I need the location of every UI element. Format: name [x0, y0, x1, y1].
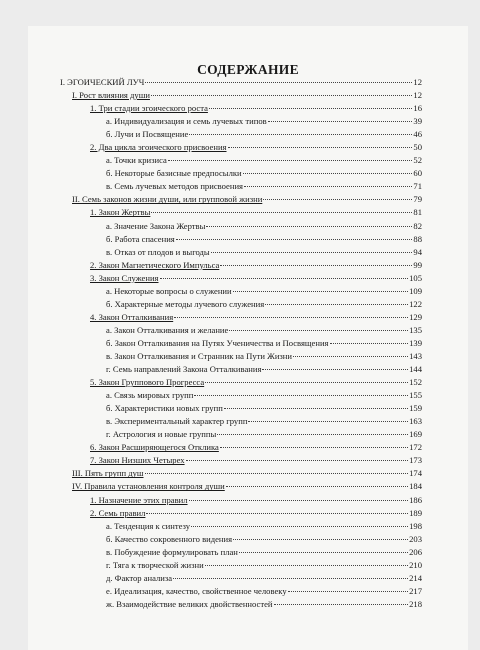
toc-entry[interactable] [60, 572, 422, 585]
toc-entry-label: 1. Три стадии эгоического роста [90, 103, 208, 114]
toc-entry[interactable] [60, 272, 422, 285]
toc-page-number: 169 [409, 429, 422, 440]
toc-page-number: 139 [409, 337, 422, 348]
dot-leader [145, 82, 412, 83]
toc-page-number: 186 [409, 494, 422, 505]
toc-entry[interactable] [60, 233, 422, 246]
toc-entry[interactable] [60, 441, 422, 454]
toc-entry[interactable] [60, 206, 422, 219]
toc-entry-label: 7. Закон Низших Четырех [90, 455, 185, 466]
toc-page-number: 198 [409, 520, 422, 531]
toc-page-number: 81 [413, 207, 422, 218]
toc-entry-label: б. Характеристики новых групп [106, 403, 223, 414]
dot-leader [211, 252, 413, 253]
toc-page-number: 159 [409, 403, 422, 414]
dot-leader [189, 134, 412, 135]
page-title: СОДЕРЖАНИЕ [197, 62, 299, 77]
toc-page-number: 206 [409, 546, 422, 557]
toc-entry[interactable] [60, 389, 422, 402]
toc-page-number: 129 [409, 311, 422, 322]
toc-page-number: 189 [409, 507, 422, 518]
toc-page-number: 122 [409, 298, 422, 309]
toc-entry-label: IV. Правила установления контроля души [72, 481, 225, 492]
toc-entry[interactable] [60, 533, 422, 546]
toc-entry[interactable] [60, 480, 422, 493]
dot-leader [174, 317, 408, 318]
dot-leader [229, 330, 408, 331]
toc-entry-label: а. Связь мировых групп [106, 390, 194, 401]
toc-entry[interactable] [60, 285, 422, 298]
toc-entry[interactable] [60, 102, 422, 115]
toc-page-number: 203 [409, 533, 422, 544]
toc-entry[interactable] [60, 154, 422, 167]
dot-leader [151, 95, 412, 96]
toc-page-number: 210 [409, 559, 422, 570]
dot-leader [191, 526, 408, 527]
toc-page-number: 50 [413, 142, 422, 153]
toc-entry-label: I. ЭГОИЧЕСКИЙ ЛУЧ [60, 77, 145, 87]
toc-entry[interactable] [60, 324, 422, 337]
dot-leader [168, 160, 413, 161]
toc-entry[interactable] [60, 115, 422, 128]
dot-leader [160, 278, 409, 279]
toc-entry[interactable] [60, 167, 422, 180]
dot-leader [233, 291, 408, 292]
toc-entry-label: II. Семь законов жизни души, или групповой жизни [72, 194, 263, 205]
toc-entry-label: в. Семь лучевых методов присвоения [106, 181, 244, 192]
toc-entry[interactable] [60, 128, 422, 141]
dot-leader [186, 460, 409, 461]
toc-entry-label: 1. Закон Жертвы [90, 207, 151, 218]
toc-entry-label: б. Некоторые базисные предпосылки [106, 168, 242, 179]
toc-entry-label: 6. Закон Расширяющегося Отклика [90, 442, 219, 453]
document-page [28, 26, 468, 650]
toc-entry[interactable] [60, 454, 422, 467]
dot-leader [263, 199, 412, 200]
dot-leader [220, 265, 412, 266]
dot-leader [274, 604, 409, 605]
toc-page-number: 79 [413, 194, 422, 205]
toc-entry-label: б. Закон Отталкивания на Путях Ученичества и Посвящения [106, 337, 329, 348]
dot-leader [244, 186, 412, 187]
toc-entry-label: в. Побуждение формулировать план [106, 546, 238, 557]
toc-entry-label: 2. Семь правил [90, 507, 146, 518]
dot-leader [146, 513, 408, 514]
dot-leader [151, 212, 412, 213]
toc-entry-label: б. Лучи и Посвящение [106, 129, 189, 140]
toc-entry-label: III. Пять групп душ [72, 468, 144, 479]
toc-page-number: 172 [409, 442, 422, 453]
toc-entry-label: I. Рост влияния души [72, 90, 150, 101]
toc-page-number: 184 [409, 481, 422, 492]
toc-entry[interactable] [60, 89, 422, 102]
table-of-contents [60, 76, 422, 611]
toc-entry-label: 2. Закон Магнетического Импульса [90, 259, 220, 270]
toc-entry-label: 4. Закон Отталкивания [90, 311, 174, 322]
toc-entry-label: 3. Закон Служения [90, 272, 159, 283]
toc-entry-label: б. Качество сокровенного видения [106, 533, 233, 544]
dot-leader [176, 239, 413, 240]
dot-leader [209, 108, 412, 109]
toc-page-number: 39 [413, 116, 422, 127]
dot-leader [243, 173, 413, 174]
toc-entry-label: а. Точки кризиса [106, 155, 167, 166]
toc-entry-label: г. Семь направлений Закона Отталкивания [106, 364, 262, 375]
toc-page-number: 82 [413, 220, 422, 231]
toc-page-number: 173 [409, 455, 422, 466]
toc-entry[interactable] [60, 337, 422, 350]
toc-page-number: 174 [409, 468, 422, 479]
dot-leader [206, 226, 412, 227]
toc-page-number: 214 [409, 572, 422, 583]
dot-leader [205, 382, 408, 383]
toc-entry[interactable] [60, 520, 422, 533]
toc-entry[interactable] [60, 546, 422, 559]
toc-page-number: 109 [409, 285, 422, 296]
toc-entry-label: а. Значение Закона Жертвы [106, 220, 206, 231]
dot-leader [262, 369, 408, 370]
dot-leader [268, 121, 413, 122]
toc-entry-label: е. Идеализация, качество, свойственное человеку [106, 585, 287, 596]
toc-page-number: 71 [413, 181, 422, 192]
toc-entry-label: г. Астрология и новые группы [106, 429, 217, 440]
dot-leader [173, 578, 408, 579]
dot-leader [248, 421, 408, 422]
toc-page-number: 60 [413, 168, 422, 179]
toc-entry[interactable] [60, 467, 422, 480]
dot-leader [145, 473, 409, 474]
toc-entry[interactable] [60, 363, 422, 376]
toc-page-number: 99 [413, 259, 422, 270]
dot-leader [224, 408, 408, 409]
toc-page-number: 16 [413, 103, 422, 114]
toc-entry[interactable] [60, 585, 422, 598]
toc-entry[interactable] [60, 76, 422, 89]
toc-entry-label: б. Характерные методы лучевого служения [106, 298, 265, 309]
dot-leader [288, 591, 408, 592]
toc-entry-label: д. Фактор анализа [106, 572, 173, 583]
dot-leader [217, 434, 408, 435]
toc-page-number: 12 [413, 77, 422, 87]
toc-entry-label: а. Индивидуализация и семь лучевых типов [106, 116, 267, 127]
toc-page-number: 144 [409, 364, 422, 375]
toc-entry[interactable] [60, 415, 422, 428]
toc-entry-label: 2. Два цикла эгоического присвоения [90, 142, 227, 153]
dot-leader [194, 395, 408, 396]
toc-entry[interactable] [60, 598, 422, 611]
toc-entry-label: ж. Взаимодействие великих двойственностей [106, 598, 273, 609]
dot-leader [205, 565, 408, 566]
dot-leader [265, 304, 408, 305]
toc-page-number: 105 [409, 272, 422, 283]
toc-page-number: 143 [409, 350, 422, 361]
toc-entry[interactable] [60, 507, 422, 520]
dot-leader [239, 552, 408, 553]
toc-entry[interactable] [60, 180, 422, 193]
toc-page-number: 152 [409, 377, 422, 388]
toc-entry[interactable] [60, 298, 422, 311]
toc-entry[interactable] [60, 494, 422, 507]
toc-entry[interactable] [60, 402, 422, 415]
toc-page-number: 52 [413, 155, 422, 166]
toc-entry[interactable] [60, 376, 422, 389]
toc-entry-label: в. Экспериментальный характер групп [106, 416, 248, 427]
dot-leader [226, 486, 408, 487]
toc-entry[interactable] [60, 311, 422, 324]
toc-entry-label: а. Закон Отталкивания и желание [106, 324, 229, 335]
dot-leader [233, 539, 408, 540]
toc-page-number: 88 [413, 233, 422, 244]
toc-page-number: 163 [409, 416, 422, 427]
toc-entry[interactable] [60, 246, 422, 259]
toc-page-number: 46 [413, 129, 422, 140]
toc-entry-label: в. Закон Отталкивания и Странник на Пути Жизни [106, 350, 293, 361]
toc-entry-label: б. Работа спасения [106, 233, 175, 244]
toc-entry[interactable] [60, 428, 422, 441]
toc-page-number: 135 [409, 324, 422, 335]
toc-page-number: 94 [413, 246, 422, 257]
dot-leader [330, 343, 409, 344]
toc-entry[interactable] [60, 220, 422, 233]
toc-entry-label: г. Тяга к творческой жизни [106, 559, 204, 570]
toc-page-number: 218 [409, 598, 422, 609]
toc-entry-label: а. Тенденция к синтезу [106, 520, 191, 531]
dot-leader [220, 447, 408, 448]
toc-entry-label: 1. Назначение этих правил [90, 494, 188, 505]
toc-entry[interactable] [60, 559, 422, 572]
dot-leader [189, 500, 409, 501]
toc-entry[interactable] [60, 193, 422, 206]
toc-entry-label: 5. Закон Группового Прогресса [90, 377, 205, 388]
toc-entry[interactable] [60, 141, 422, 154]
toc-entry-label: а. Некоторые вопросы о служении [106, 285, 232, 296]
toc-entry[interactable] [60, 259, 422, 272]
toc-page-number: 12 [413, 90, 422, 101]
dot-leader [228, 147, 413, 148]
toc-page-number: 155 [409, 390, 422, 401]
toc-entry[interactable] [60, 350, 422, 363]
toc-page-number: 217 [409, 585, 422, 596]
dot-leader [293, 356, 408, 357]
toc-entry-label: в. Отказ от плодов и выгоды [106, 246, 210, 257]
